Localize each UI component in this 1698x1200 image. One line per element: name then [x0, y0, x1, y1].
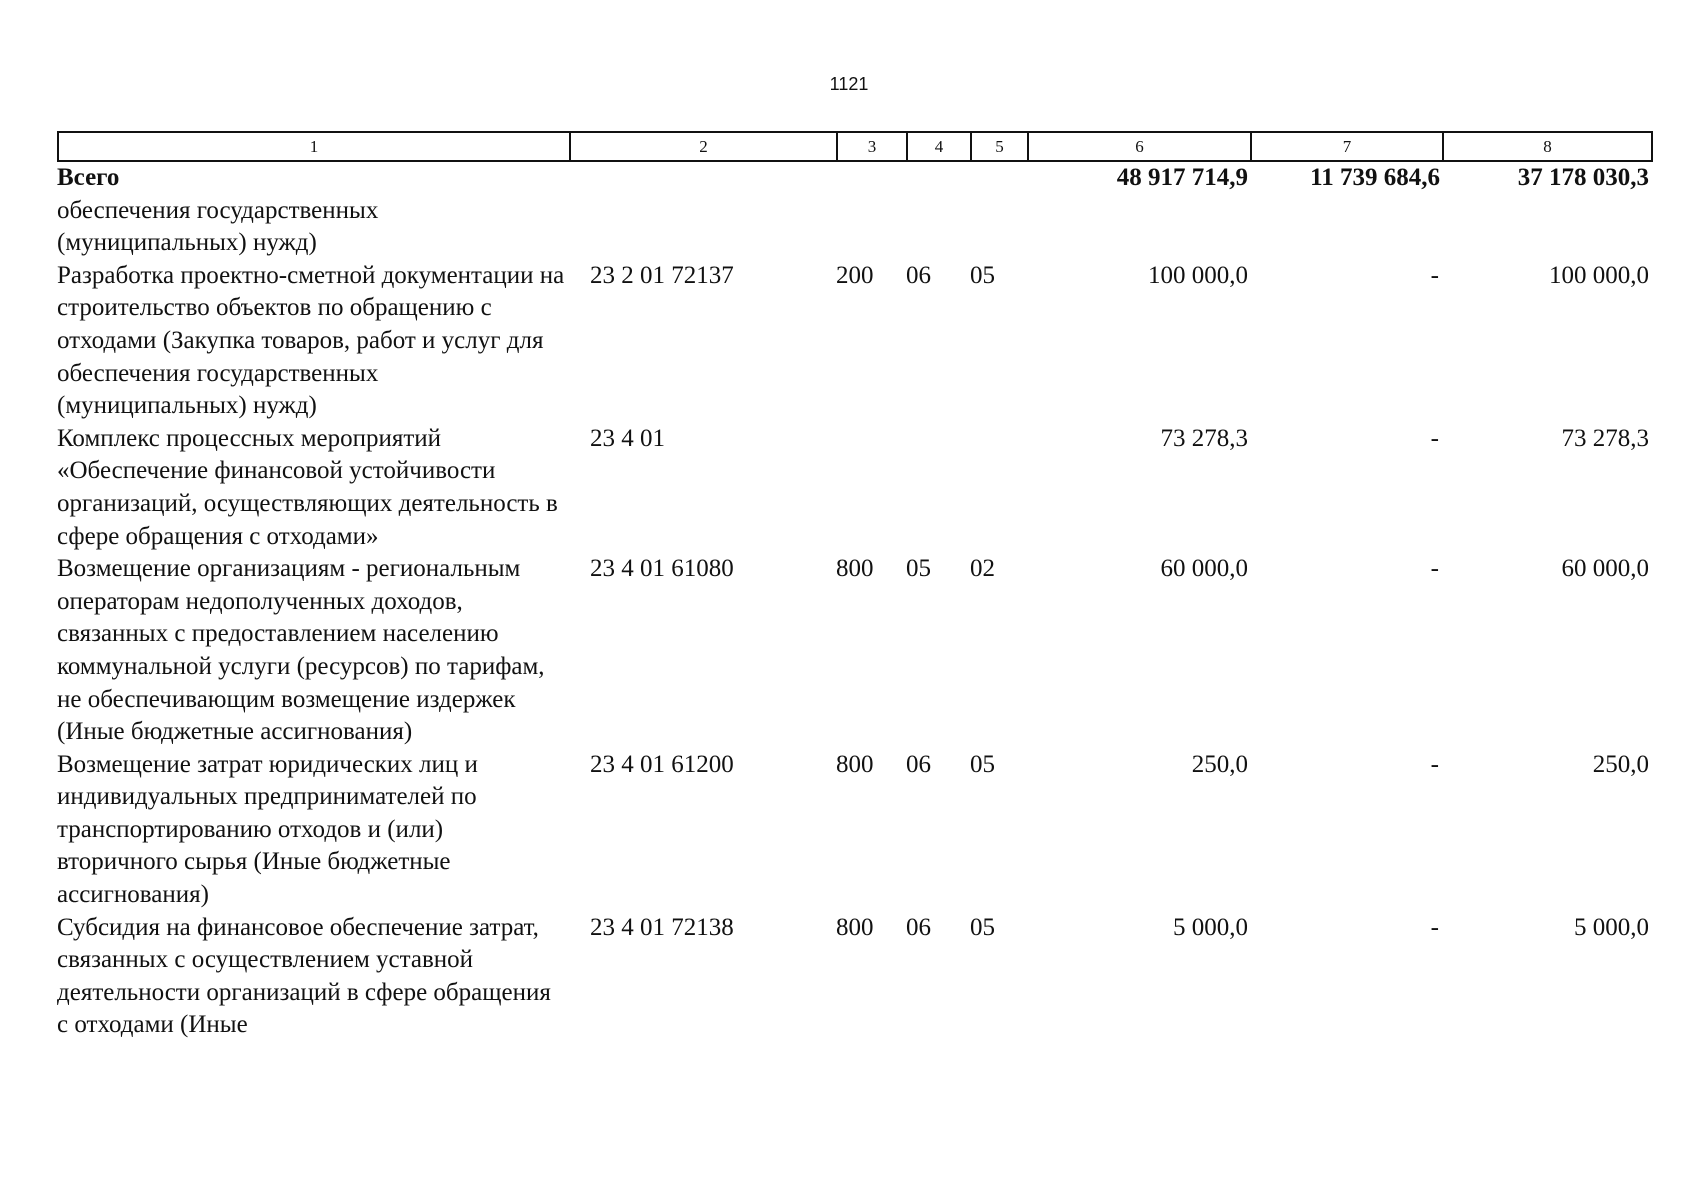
- row-col8: 250,0: [1592, 750, 1649, 778]
- table-row: [57, 423, 1651, 553]
- header-col-5: 5: [971, 132, 1028, 161]
- row-rz: 06: [906, 913, 931, 941]
- page-number: 1121: [829, 74, 869, 94]
- row-pr: 05: [970, 261, 995, 289]
- header-col-1: 1: [58, 132, 570, 161]
- row-pr: [970, 423, 1027, 553]
- row-col8: 60 000,0: [1561, 555, 1649, 583]
- continuation-row: [57, 195, 1651, 260]
- row-csr: 23 4 01 61200: [590, 750, 734, 778]
- row-pr: 02: [970, 555, 995, 583]
- header-col-6: 6: [1028, 132, 1251, 161]
- row-vr: 800: [836, 750, 874, 778]
- table-row: [57, 260, 1651, 423]
- row-vr: 200: [836, 261, 874, 289]
- column-number-header: [57, 131, 1653, 162]
- total-col6: 48 917 714,9: [1116, 164, 1248, 191]
- table-row: [57, 749, 1651, 912]
- row-col7: -: [1430, 424, 1439, 452]
- continuation-text: обеспечения государственных (муниципальных) нужд): [57, 196, 379, 257]
- row-rz: 06: [906, 261, 931, 289]
- table-row: [57, 553, 1651, 749]
- row-col8: 100 000,0: [1549, 261, 1649, 289]
- total-label: Всего: [57, 164, 120, 191]
- row-col8: 73 278,3: [1561, 424, 1649, 452]
- total-col7: 11 739 684,6: [1310, 164, 1440, 191]
- budget-table: [57, 162, 1651, 1042]
- row-col6: 250,0: [1191, 750, 1248, 778]
- header-col-7: 7: [1251, 132, 1443, 161]
- header-col-8: 8: [1443, 132, 1652, 161]
- row-name: Возмещение организациям - региональным операторам недополученных доходов, связанных с предоставлением населению коммунальной услуги (ресурсов) по тарифам, не обеспечивающим возмещение издержек (Иные бюджетные ассигнования): [57, 555, 545, 746]
- total-col8: 37 178 030,3: [1517, 164, 1649, 191]
- row-col6: 5 000,0: [1173, 913, 1248, 941]
- row-col7: -: [1430, 750, 1439, 778]
- row-pr: 05: [970, 913, 995, 941]
- row-col6: 60 000,0: [1160, 555, 1248, 583]
- row-name: Комплекс процессных мероприятий «Обеспечение финансовой устойчивости организаций, осуществляющих деятельность в сфере обращения с отходами»: [57, 424, 558, 550]
- row-rz: [906, 423, 970, 553]
- row-vr: [836, 423, 906, 553]
- row-rz: 05: [906, 555, 931, 583]
- header-col-3: 3: [837, 132, 907, 161]
- row-col6: 100 000,0: [1148, 261, 1248, 289]
- total-row: [57, 162, 1651, 195]
- row-col8: 5 000,0: [1574, 913, 1649, 941]
- row-csr: 23 4 01 61080: [590, 555, 734, 583]
- row-csr: 23 4 01 72138: [590, 913, 734, 941]
- row-csr: 23 4 01: [590, 424, 665, 452]
- row-csr: 23 2 01 72137: [590, 261, 734, 289]
- row-col6: 73 278,3: [1160, 424, 1248, 452]
- table-row: [57, 912, 1651, 1042]
- row-vr: 800: [836, 913, 874, 941]
- row-col7: -: [1430, 261, 1439, 289]
- header-col-2: 2: [570, 132, 837, 161]
- row-name: Возмещение затрат юридических лиц и индивидуальных предпринимателей по транспортированию отходов и (или) вторичного сырья (Иные бюджетные ассигнования): [57, 750, 478, 909]
- row-rz: 06: [906, 750, 931, 778]
- row-col7: -: [1430, 555, 1439, 583]
- row-name: Субсидия на финансовое обеспечение затрат, связанных с осуществлением уставной деятельности организаций в сфере обращения с отходами (Иные: [57, 913, 551, 1039]
- row-vr: 800: [836, 555, 874, 583]
- header-col-4: 4: [907, 132, 971, 161]
- row-name: Разработка проектно-сметной документации на строительство объектов по обращению с отходами (Закупка товаров, работ и услуг для обеспечения государственных (муниципальных) нужд): [57, 261, 565, 420]
- row-col7: -: [1430, 913, 1439, 941]
- row-pr: 05: [970, 750, 995, 778]
